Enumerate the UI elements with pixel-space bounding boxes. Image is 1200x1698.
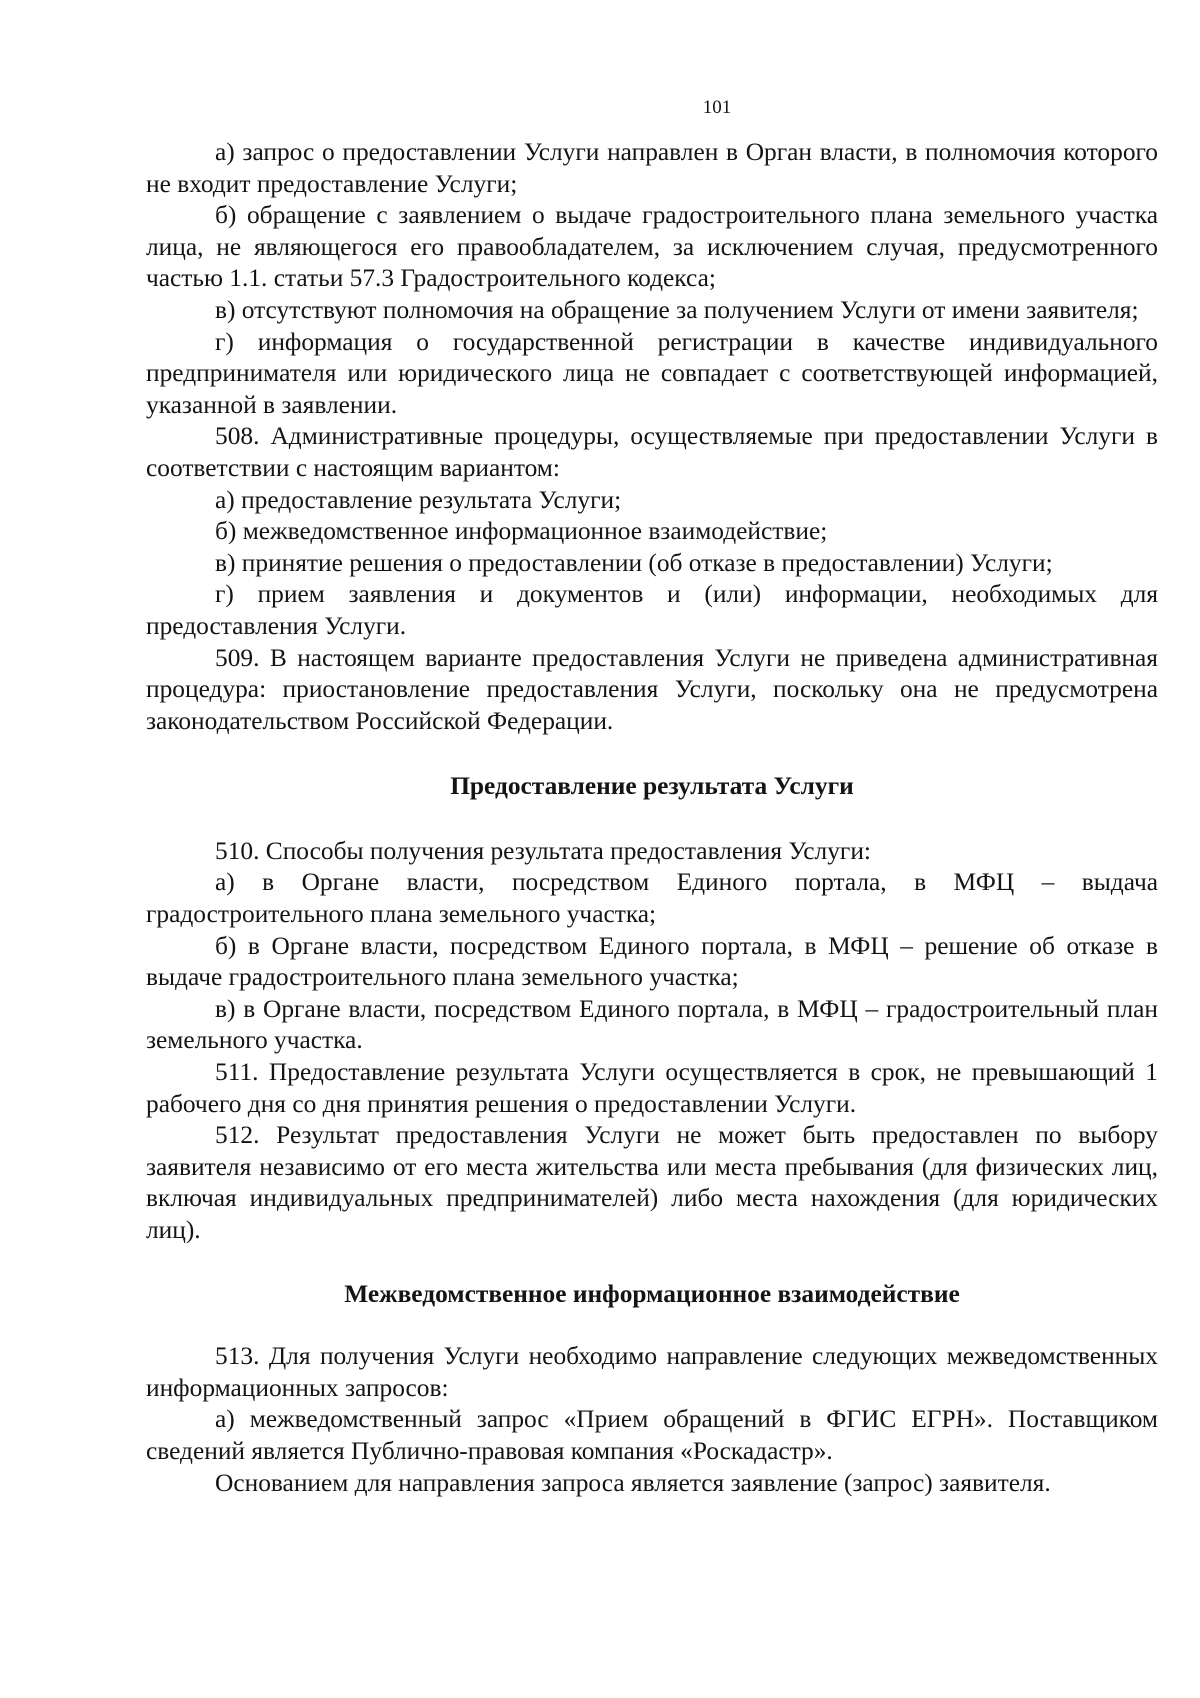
paragraph: 510. Способы получения результата предоставления Услуги: — [215, 836, 871, 865]
paragraph: а) в Органе власти, посредством Единого портала, в МФЦ – выдача градостроительного плана земельного участка; — [146, 868, 1158, 929]
paragraph: б) в Органе власти, посредством Единого портала, в МФЦ – решение об отказе в выдаче градостроительного плана земельного участка; — [146, 931, 1158, 992]
paragraph: 512. Результат предоставления Услуги не может быть предоставлен по выбору заявителя независимо от его места жительства или места пребывания (для физических лиц, включая индивидуальных предпринимателей) либо места нахождения (для юридических лиц). — [146, 1121, 1158, 1244]
paragraph: г) прием заявления и документов и (или) информации, необходимых для предоставления Услуги. — [146, 580, 1158, 640]
section-heading-result: Предоставление результата Услуги — [450, 772, 854, 801]
paragraph: в) в Органе власти, посредством Единого портала, в МФЦ – градостроительный план земельного участка. — [146, 994, 1158, 1055]
paragraph: 513. Для получения Услуги необходимо направление следующих межведомственных информационных запросов: — [146, 1342, 1158, 1402]
paragraph: г) информация о государственной регистрации в качестве индивидуального предпринимателя или юридического лица не совпадает с соответствующей информацией, указанной в заявлении. — [146, 327, 1158, 419]
paragraph: Основанием для направления запроса является заявление (запрос) заявителя. — [215, 1468, 1051, 1497]
paragraph: в) отсутствуют полномочия на обращение за получением Услуги от имени заявителя; — [215, 295, 1139, 324]
paragraph: в) принятие решения о предоставлении (об отказе в предоставлении) Услуги; — [215, 548, 1053, 577]
paragraph: а) предоставление результата Услуги; — [215, 485, 622, 514]
paragraph: 508. Административные процедуры, осуществляемые при предоставлении Услуги в соответствии с настоящим вариантом: — [146, 422, 1158, 482]
paragraph: б) обращение с заявлением о выдаче градостроительного плана земельного участка лица, не являющегося его правообладателем, за исключением случая, предусмотренного частью 1.1. статьи 57.3 Градостроительного кодекса; — [146, 201, 1158, 293]
paragraph: 509. В настоящем варианте предоставления Услуги не приведена административная процедура: приостановление предоставления Услуги, поскольку она не предусмотрена законодательством Российской Федерации. — [146, 643, 1158, 735]
section-heading-interagency: Межведомственное информационное взаимодействие — [344, 1279, 960, 1308]
document-page — [146, 96, 1158, 1499]
page-number: 101 — [702, 97, 732, 118]
paragraph: б) межведомственное информационное взаимодействие; — [215, 517, 828, 546]
paragraph: а) межведомственный запрос «Прием обращений в ФГИС ЕГРН». Поставщиком сведений является Публично-правовая компания «Роскадастр». — [146, 1405, 1158, 1465]
paragraph: а) запрос о предоставлении Услуги направлен в Орган власти, в полномочия которого не входит предоставление Услуги; — [146, 138, 1158, 198]
paragraph: 511. Предоставление результата Услуги осуществляется в срок, не превышающий 1 рабочего дня со дня принятия решения о предоставлении Услуги. — [146, 1058, 1158, 1118]
